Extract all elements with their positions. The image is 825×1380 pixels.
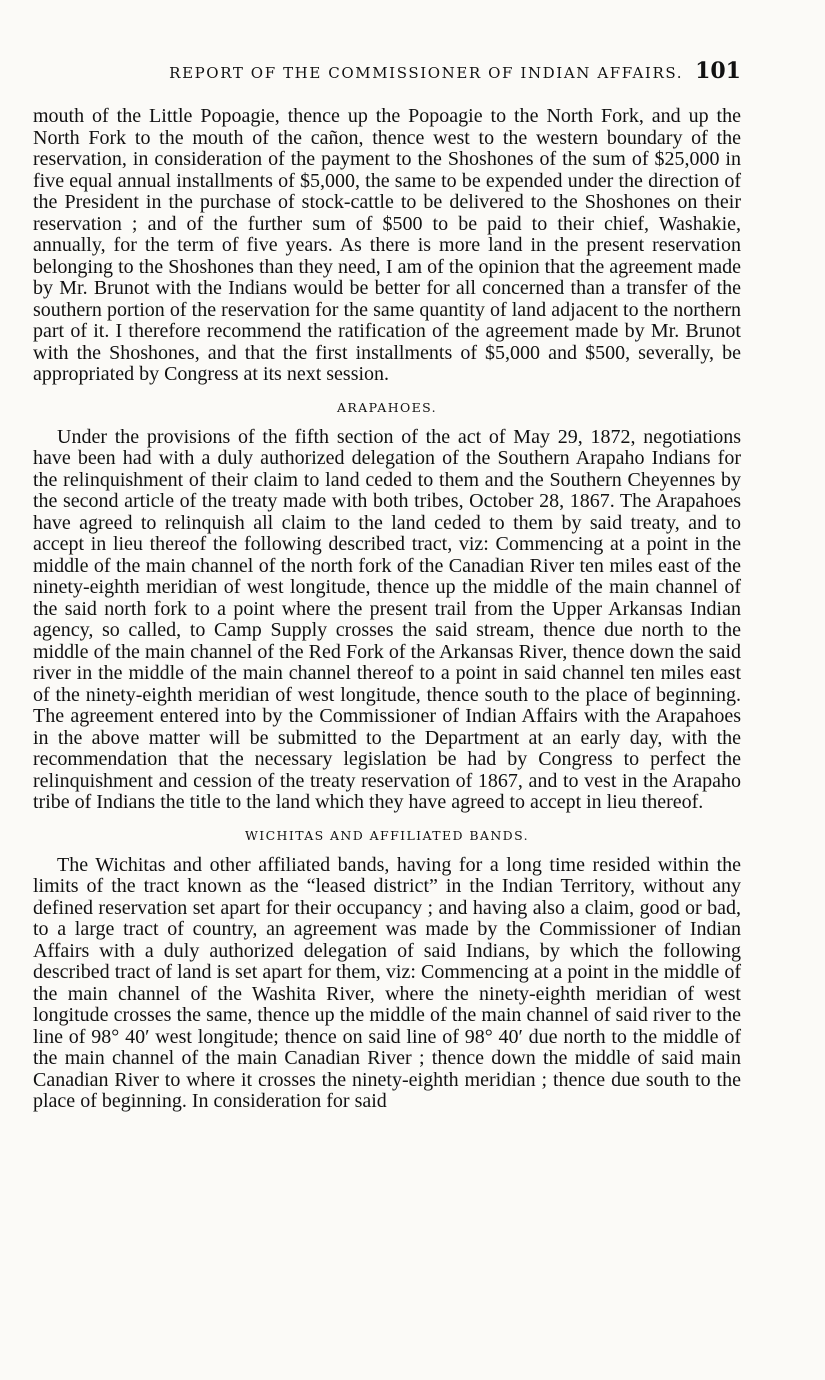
running-title: REPORT OF THE COMMISSIONER OF INDIAN AFFAIRS. xyxy=(169,64,684,82)
running-header xyxy=(33,58,741,98)
wichitas-heading: WICHITAS AND AFFILIATED BANDS. xyxy=(245,827,529,843)
wichitas-paragraph: The Wichitas and other affiliated bands, having for a long time resided within the limits of the tract known as the “leased district” in the Indian Territory, without any defined reservation set apart for their occupancy ; and having also a claim, good or bad, to a large tract of country, an agreement was made by the Commissioner of Indian Affairs with a duly authorized delegation of said Indians, by which the following described tract of land is set apart for them, viz: Commencing at a point in the middle of the main channel of the Washita River, where the ninety-eighth meridian of west longitude crosses the same, thence up the middle of the main channel of said river to the line of 98° 40′ west longitude; thence on said line of 98° 40′ due north to the middle of the main channel of the main Canadian River ; thence down the middle of said main Canadian River to where it crosses the ninety-eighth meridian ; thence due south to the place of beginning. In consideration for said xyxy=(33,853,741,1112)
shoshones-continued-paragraph: mouth of the Little Popoagie, thence up the Popoagie to the North Fork, and up the North Fork to the mouth of the cañon, thence west to the western boundary of the reservation, in consideration of the payment to the Shoshones of the sum of $25,000 in five equal annual installments of $5,000, the same to be expended under the direction of the President in the purchase of stock-cattle to be delivered to the Shoshones on their reservation ; and of the further sum of $500 to be paid to their chief, Washakie, annually, for the term of five years. As there is more land in the present reservation belonging to the Shoshones than they need, I am of the opinion that the agreement made by Mr. Brunot with the Indians would be better for all concerned than a transfer of the southern portion of the reservation for the same quantity of land adjacent to the northern part of it. I therefore recommend the ratification of the agreement made by Mr. Brunot with the Shoshones, and that the first installments of $5,000 and $500, severally, be appropriated by Congress at its next session. xyxy=(33,105,741,385)
arapahoes-heading: ARAPAHOES. xyxy=(336,399,438,415)
document-page xyxy=(33,58,741,1113)
page-number: 101 xyxy=(695,58,741,84)
arapahoes-paragraph: Under the provisions of the fifth section of the act of May 29, 1872, negotiations have been had with a duly authorized delegation of the Southern Arapaho Indians for the relinquishment of their claim to land ceded to them and the Southern Cheyennes by the second article of the treaty made with both tribes, October 28, 1867. The Arapahoes have agreed to relinquish all claim to the land ceded to them by said treaty, and to accept in lieu thereof the following described tract, viz: Commencing at a point in the middle of the main channel of the north fork of the Canadian River ten miles east of the ninety-eighth meridian of west longitude, thence up the middle of the main channel of the said north fork to a point where the present trail from the Upper Arkansas Indian agency, so called, to Camp Supply crosses the said stream, thence due north to the middle of the main channel of the Red Fork of the Arkansas River, thence down the said river in the middle of the main channel thereof to a point in said channel ten miles east of the ninety-eighth meridian of west longitude, thence south to the place of beginning. The agreement entered into by the Commissioner of Indian Affairs with the Arapahoes in the above matter will be submitted to the Department at an early day, with the recommendation that the necessary legislation be had by Congress to perfect the relinquishment and cession of the treaty reservation of 1867, and to vest in the Arapaho tribe of Indians the title to the land which they have agreed to accept in lieu thereof. xyxy=(33,425,741,813)
